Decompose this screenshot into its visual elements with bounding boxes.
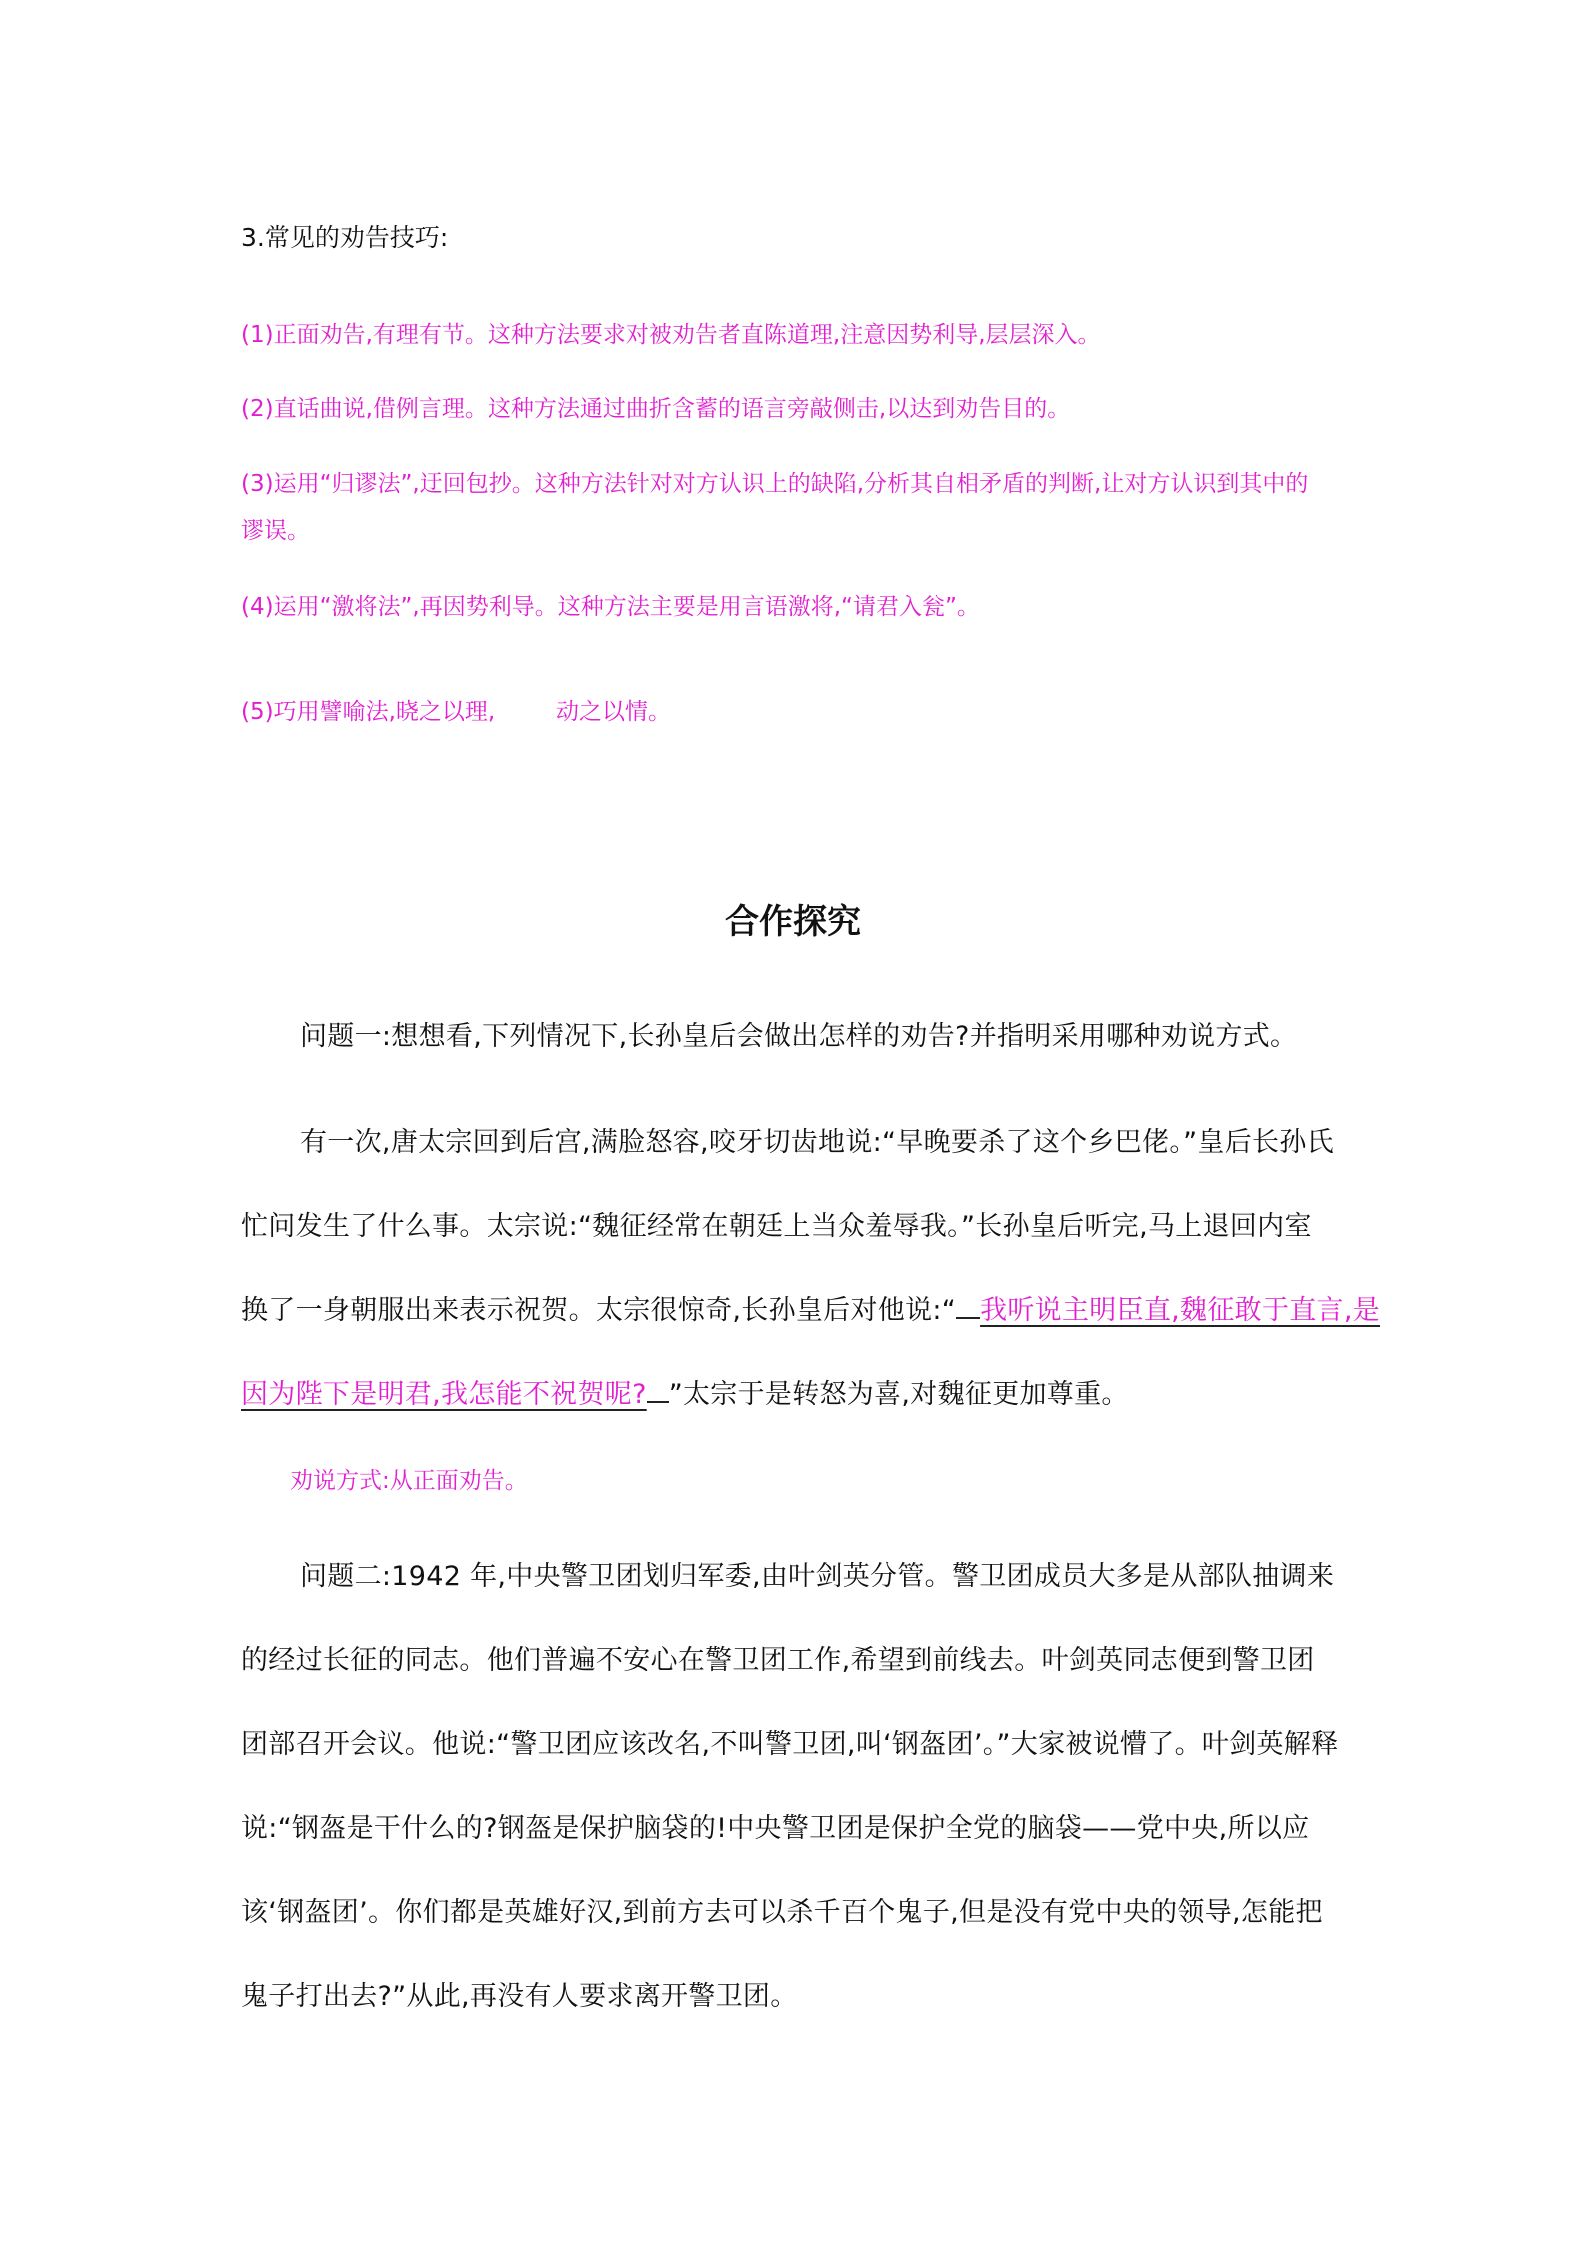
q1-story-line-4 <box>241 1372 1129 1411</box>
section-heading: 3.常见的劝告技巧: <box>241 223 449 252</box>
q1-story-line-4-text: ”太宗于是转怒为喜,对魏征更加尊重。 <box>668 1379 1129 1410</box>
tip-3: (3)运用“归谬法”,迂回包抄。这种方法针对对方认识上的缺陷,分析其自相矛盾的判断,让对方认识到其中的 <box>241 471 1309 497</box>
q2-line-5: 该‘钢盔团’。你们都是英雄好汉,到前方去可以杀千百个鬼子,但是没有党中央的领导,怎能把 <box>241 1897 1323 1928</box>
section-title: 合作探究 <box>725 902 861 942</box>
answer-blank-tail <box>647 1401 669 1403</box>
answer-blank-lead <box>956 1317 980 1319</box>
answer-line-1: 我听说主明臣直,魏征敢于直言,是 <box>980 1295 1381 1326</box>
tip-1: (1)正面劝告,有理有节。这种方法要求对被劝告者直陈道理,注意因势利导,层层深入。 <box>241 322 1101 348</box>
answer-line-2: 因为陛下是明君,我怎能不祝贺呢? <box>241 1379 647 1410</box>
q2-line-1: 问题二:1942 年,中央警卫团划归军委,由叶剑英分管。警卫团成员大多是从部队抽调来 <box>300 1561 1335 1592</box>
tip-5: (5)巧用譬喻法,晓之以理, <box>241 699 496 725</box>
q2-line-2: 的经过长征的同志。他们普遍不安心在警卫团工作,希望到前线去。叶剑英同志便到警卫团 <box>241 1645 1315 1676</box>
tip-5-continued: 动之以情。 <box>556 699 671 725</box>
q2-line-4: 说:“钢盔是干什么的?钢盔是保护脑袋的!中央警卫团是保护全党的脑袋——党中央,所以应 <box>241 1813 1310 1844</box>
persuasion-method: 劝说方式:从正面劝告。 <box>290 1468 528 1494</box>
q2-line-6: 鬼子打出去?”从此,再没有人要求离开警卫团。 <box>241 1981 798 2012</box>
q2-line-3: 团部召开会议。他说:“警卫团应该改名,不叫警卫团,叫‘钢盔团’。”大家被说懵了。叶剑英解释 <box>241 1729 1339 1760</box>
tip-2: (2)直话曲说,借例言理。这种方法通过曲折含蓄的语言旁敲侧击,以达到劝告目的。 <box>241 396 1071 422</box>
q1-story-line-3 <box>241 1288 1380 1327</box>
tip-4: (4)运用“激将法”,再因势利导。这种方法主要是用言语激将,“请君入瓮”。 <box>241 594 980 620</box>
q1-story-line-3-text: 换了一身朝服出来表示祝贺。太宗很惊奇,长孙皇后对他说:“ <box>241 1295 957 1326</box>
question-1-prompt: 问题一:想想看,下列情况下,长孙皇后会做出怎样的劝告?并指明采用哪种劝说方式。 <box>300 1021 1298 1052</box>
q1-story-line-2: 忙问发生了什么事。太宗说:“魏征经常在朝廷上当众羞辱我。”长孙皇后听完,马上退回内室 <box>241 1211 1312 1242</box>
q1-story-line-1: 有一次,唐太宗回到后宫,满脸怒容,咬牙切齿地说:“早晚要杀了这个乡巴佬。”皇后长孙氏 <box>300 1127 1334 1158</box>
tip-3-continued: 谬误。 <box>241 518 310 544</box>
